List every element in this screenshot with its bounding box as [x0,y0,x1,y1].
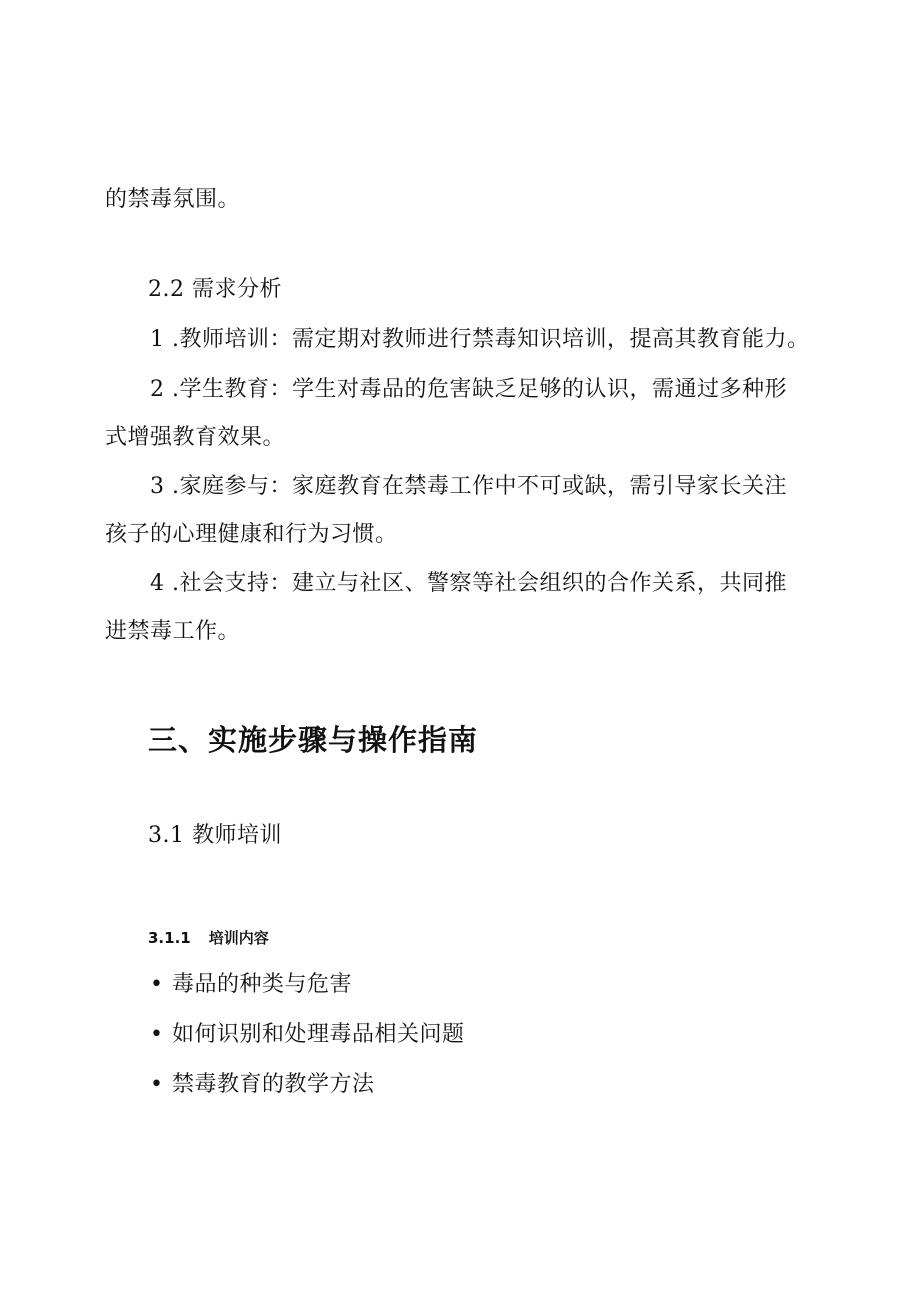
need-item-1-line-1: 1 .教师培训：需定期对教师进行禁毒知识培训，提高其教育能力。 [150,327,810,352]
bullet-dot-icon: • [150,1022,164,1047]
bullet-item [150,967,352,998]
bullet-dot-icon: • [150,1072,164,1097]
need-item-2-line-1: 2 .学生教育：学生对毒品的危害缺乏足够的认识，需通过多种形 [150,377,787,402]
chapter-3-title: 三、实施步骤与操作指南 [148,723,479,757]
need-item-3-line-2: 孩子的心理健康和行为习惯。 [105,522,398,547]
need-item-4-line-2: 进禁毒工作。 [105,619,241,644]
bullet-item [150,1067,375,1098]
bullet-item [150,1017,465,1048]
bullet-text: 如何识别和处理毒品相关问题 [172,1022,465,1047]
bullet-text: 禁毒教育的教学方法 [172,1072,375,1097]
bullet-text: 毒品的种类与危害 [172,972,353,997]
section-3-1-1-heading [148,927,269,948]
bullet-dot-icon: • [150,972,164,997]
section-3-1-1-number: 3.1.1 [148,929,191,947]
continuation-text: 的禁毒氛围。 [105,187,241,212]
section-3-1-1-title: 培训内容 [208,929,269,947]
section-3-1-heading: 3.1 教师培训 [148,823,282,848]
section-2-2-heading: 2.2 需求分析 [148,277,282,302]
need-item-3-line-1: 3 .家庭参与：家庭教育在禁毒工作中不可或缺，需引导家长关注 [150,474,787,499]
need-item-4-line-1: 4 .社会支持：建立与社区、警察等社会组织的合作关系，共同推 [150,571,787,596]
need-item-2-line-2: 式增强教育效果。 [105,425,286,450]
